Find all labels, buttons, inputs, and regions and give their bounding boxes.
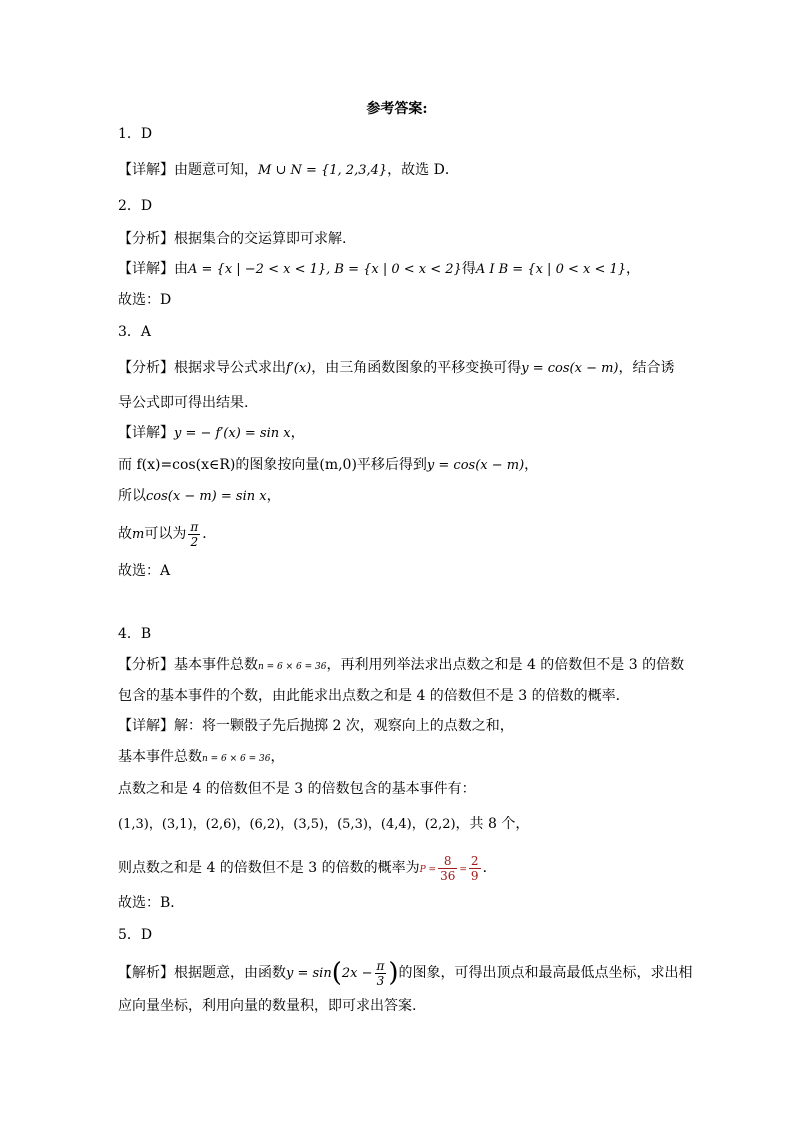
q4-conclusion: 故选：B． (118, 895, 185, 911)
q3-detail-line3: 而 f(x)=cos(x∈R)的图象按向量(m,0)平移后得到y = cos(x − m)， (118, 457, 539, 473)
q1-answer: 1．D (118, 126, 153, 142)
page-title: 参考答案: (366, 101, 428, 117)
q4-analysis: 【分析】基本事件总数n = 6 × 6 = 36，再利用列举法求出点数之和是 4 的倍数但不是 3 的倍数 (118, 657, 685, 673)
formula: y = − f′(x) = sin x (174, 426, 291, 441)
q3-detail-line4: 所以cos(x − m) = sin x， (118, 488, 281, 504)
q4-analysis-line2: 包含的基本事件的个数，由此能求出点数之和是 4 的倍数但不是 3 的倍数的概率． (118, 688, 630, 704)
formula: y = cos(x − m) (521, 361, 619, 376)
formula: P = (419, 865, 437, 875)
q4-probability: 则点数之和是 4 的倍数但不是 3 的倍数的概率为P = $\frac{8}{36}$ = $\frac{2}{9}$ ． (118, 853, 497, 883)
analysis-label: 【分析】 (118, 360, 174, 376)
formula: A I B = {x | 0 < x < 1} (475, 262, 627, 277)
detail-label: 【详解】 (118, 261, 174, 277)
formula: (1,3)，(3,1)，(2,6)，(6,2)，(3,5)，(5,3)，(4,4)，(2,2) (118, 817, 456, 832)
q3-detail: 【详解】y = − f′(x) = sin x， (118, 425, 305, 441)
q5-analysis-line2: 应向量坐标，利用向量的数量积，即可求出答案. (118, 998, 417, 1014)
q4-detail-pairs: (1,3)，(3,1)，(2,6)，(6,2)，(3,5)，(5,3)，(4,4)，(2,2)，共 8 个， (118, 816, 530, 832)
detail-label: 【详解】 (118, 162, 174, 178)
fraction: $\frac{8}{36}$ (440, 853, 456, 883)
q3-answer: 3．A (118, 324, 152, 340)
q2-answer: 2．D (118, 198, 153, 214)
analysis-label: 【解析】 (118, 965, 174, 981)
formula: n = 6 × 6 = 36 (202, 754, 271, 764)
formula: f′(x) (286, 361, 312, 376)
q3-analysis: 【分析】根据求导公式求出f′(x)，由三角函数图象的平移变换可得y = cos(x − m)，结合诱 (118, 360, 675, 376)
formula: n = 6 × 6 = 36 (258, 662, 327, 672)
formula: y = sin (286, 966, 332, 981)
q1-detail: 【详解】由题意可知，M ∪ N = {1, 2,3,4}，故选 D． (118, 162, 459, 178)
formula: A = {x | −2 < x < 1}, B = {x | 0 < x < 2} (188, 262, 462, 277)
detail-label: 【详解】 (118, 718, 174, 734)
formula: y = cos(x − m) (426, 458, 525, 473)
q5-answer: 5．D (118, 927, 153, 943)
q2-conclusion: 故选：D (118, 292, 172, 308)
q4-detail-line2: 基本事件总数n = 6 × 6 = 36， (118, 749, 285, 765)
q5-analysis: 【解析】根据题意，由函数y = sin(2x − $\frac{\pi}{3}$ )的图象，可得出顶点和最高最低点坐标，求出相 (118, 958, 693, 988)
formula: cos(x − m) = sin x (146, 489, 267, 504)
q2-analysis: 【分析】根据集合的交运算即可求解. (118, 231, 347, 247)
analysis-label: 【分析】 (118, 657, 174, 673)
formula: M ∪ N = {1, 2,3,4} (258, 163, 388, 178)
fraction: $\frac{\pi}{2}$ (190, 519, 199, 549)
q4-detail-line3: 点数之和是 4 的倍数但不是 3 的倍数包含的基本事件有： (118, 781, 476, 797)
fraction: $\frac{2}{9}$ (470, 853, 479, 883)
formula: m (132, 527, 145, 542)
q2-detail: 【详解】由A = {x | −2 < x < 1}, B = {x | 0 < x < 2}得A I B = {x | 0 < x < 1}， (118, 261, 641, 277)
q4-detail: 【详解】解：将一颗骰子先后抛掷 2 次，观察向上的点数之和， (118, 718, 514, 734)
fraction: $\frac{\pi}{3}$ (376, 958, 385, 988)
q4-answer: 4．B (118, 626, 152, 642)
analysis-label: 【分析】 (118, 231, 174, 247)
q3-conclusion: 故选：A (118, 563, 171, 579)
detail-label: 【详解】 (118, 425, 174, 441)
q3-detail-line5: 故m可以为 $\frac{\pi}{2}$ ． (118, 519, 217, 549)
q3-analysis-line2: 导公式即可得出结果. (118, 395, 249, 411)
